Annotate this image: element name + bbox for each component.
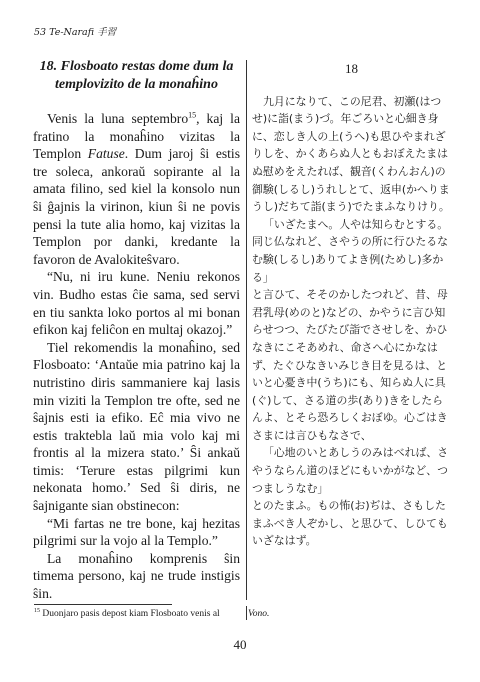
footnote-rule xyxy=(34,604,172,605)
column-divider xyxy=(246,60,247,600)
jp-paragraph-2: 「いざたまへ。人やは知らむとする。同じ仏なれど、さやうの所に行ひたるなむ験(しるし)ありてよき例(ためし)多かる」 xyxy=(252,217,449,284)
jp-paragraph-4: 「心地のいとあしうのみはべれば、さやうならん道のほどにもいかがなど、つつましうなむ」 xyxy=(252,446,449,495)
temple-name: Fatuse xyxy=(87,146,125,162)
esperanto-column xyxy=(33,58,240,603)
paragraph-5: La monaĥino komprenis ŝin timema persono, kaj ne trude instigis ŝin. xyxy=(33,550,240,602)
paragraph-2: “Nu, ni iru kune. Neniu rekonos vin. Budho estas ĉie sama, sed servi en tiu sankta loko portos al mi bonan efikon kaj feliĉon en multaj okazoj.” xyxy=(33,269,240,338)
footnote-reference[interactable]: 15 xyxy=(188,110,197,120)
jp-paragraph-1: 九月になりて、この尼君、初瀬(はつせ)に詣(まう)づ。年ごろいと心細き身に、恋しき人の上(うへ)も思ひやまれざりしを、かくあらぬ人ともおぼえたまはぬ慰めをえたれば、観音(くわんおん)の御験(しるし)うれしとて、返申(かへりまうし)だちて詣(まう)でたまふなりけり。 xyxy=(252,94,450,214)
paragraph-3: Tiel rekomendis la monaĥino, sed Flosboato: ‘Antaŭe mia patrino kaj la nutristino diris sammaniere kaj lasis min viziti la Templon tre ofte, sed ne ŝajnis esti ia efiko. Eĉ mia vivo ne estis traktebla laŭ mia volo kaj mi frontis al la mizera stato.’ Ŝi ankaŭ timis: ‘Terure estas pilgrimi kun nekonata homo.’ Sed ŝi diris, ne ŝajnigante sian obstinecon: xyxy=(33,339,240,514)
footnote-divider xyxy=(246,606,247,620)
jp-paragraph-5: とのたまふ。もの怖(お)ぢは、さもしたまふべき人ぞかし、と思ひて、しひてもいざなはず。 xyxy=(252,499,448,548)
footnote-number: 15 xyxy=(34,608,40,614)
japanese-column xyxy=(252,60,451,550)
section-number: 18 xyxy=(345,61,358,76)
footnote-continuation: Vono. xyxy=(248,609,270,619)
footnote xyxy=(34,608,220,619)
footnote-text: Duonjaro pasis depost kiam Flosboato venis al xyxy=(42,609,220,620)
paragraph-1-text-end: . Dum jaroj ŝi estis tre soleca, ankoraŭ sopirante al la amata filino, sed kiel la konsolo nun ŝi ĝajnis la virinon, kiun ŝi ne povis pensi la tute alia homo, kaj vizitas la Templon por danki, kredante la favoron de Avalokiteŝvaro. xyxy=(33,146,241,267)
jp-paragraph-3: と言ひて、そそのかしたつれど、昔、母君乳母(めのと)などの、かやうに言ひ知らせつつ、たびたび詣でさせしを、かひなきにこそあめれ、命さへ心にかなはず、たぐひなきいみじき目を見るは、といと心憂き中(うち)にも、知らぬ人に具(ぐ)して、さる道の歩(あり)きをしたらんよ、とそら恐ろしくおぼゆ。心ごはきさまには言ひもなさで、 xyxy=(252,288,448,442)
paragraph-1-text-cont: , kaj la fratino la monaĥino vizitas la Templon xyxy=(33,111,240,162)
paragraph-1-text: Venis la luna septembro xyxy=(47,111,189,126)
chapter-title: 18. Flosboato restas dome dum la templovizito de la monaĥino xyxy=(39,59,234,92)
paragraph-4: “Mi fartas ne tre bone, kaj hezitas pilgrimi sur la vojo al la Templo.” xyxy=(33,515,240,549)
paragraph-1 xyxy=(33,110,240,268)
page-number: 40 xyxy=(233,637,247,652)
running-head: 53 Te-Narafi 手習 xyxy=(34,27,117,38)
